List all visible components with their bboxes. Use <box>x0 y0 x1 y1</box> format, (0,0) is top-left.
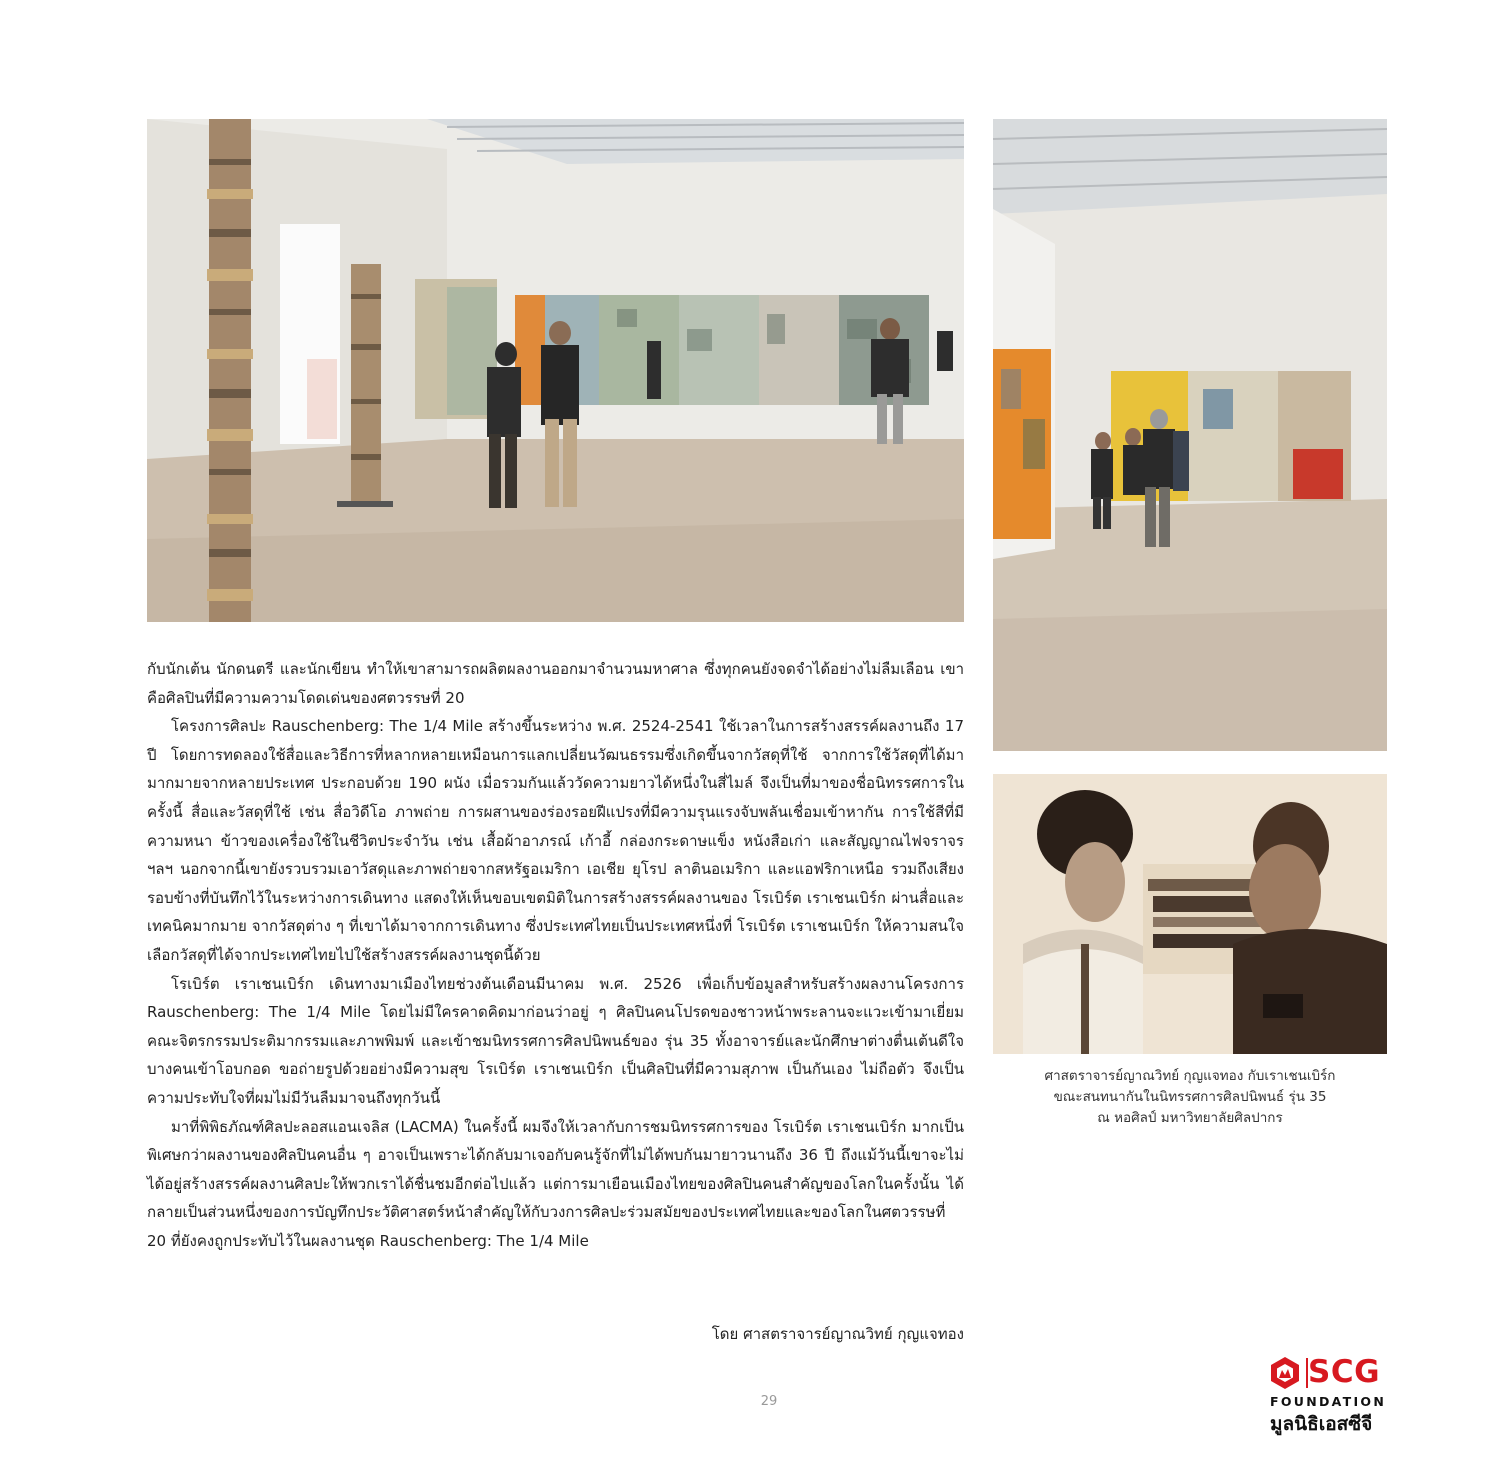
caption-line-3: ณ หอศิลป์ มหาวิทยาลัยศิลปากร <box>1097 1110 1283 1126</box>
archival-photo-artists-conversation <box>993 774 1387 1054</box>
caption-line-1: ศาสตราจารย์ญาณวิทย์ กุญแจทอง กับเราเชนเบิร์ก <box>1044 1068 1336 1084</box>
paragraph-2: โครงการศิลปะ Rauschenberg: The 1/4 Mile สร้างขึ้นระหว่าง พ.ศ. 2524-2541 ใช้เวลาในการสร้างสรรค์ผลงานถึง 17 ปี โดยการทดลองใช้สื่อและวิธีการที่หลากหลายเหมือนการแลกเปลี่ยนวัฒนธรรมซึ่งเกิดขึ้นจากวัสดุที่ใช้ จากการใช้วัสดุที่ได้มามากมายจากหลายประเทศ ประกอบด้วย 190 ผนัง เมื่อรวมกันแล้ววัดความยาวได้หนึ่งในสี่ไมล์ จึงเป็นที่มาของชื่อนิทรรศการในครั้งนี้ สื่อและวัสดุที่ใช้ เช่น สื่อวิดีโอ ภาพถ่าย การผสานของร่องรอยฝีแปรงที่มีความรุนแรงจับพลันเชื่อมเข้าหากัน การใช้สีที่มีความหนา ข้าวของเครื่องใช้ในชีวิตประจำวัน เช่น เสื้อผ้าอาภรณ์ เก้าอี้ กล่องกระดาษแข็ง หนังสือเก่า และสัญญาณไฟจราจร ฯลฯ นอกจากนี้เขายังรวบรวมเอาวัสดุและภาพถ่ายจากสหรัฐอเมริกา เอเชีย ยุโรป ลาตินอเมริกา และแอฟริกาเหนือ รวมถึงเสียงรอบข้างที่บันทึกไว้ในระหว่างการเดินทาง แสดงให้เห็นขอบเขตมิติในการสร้างสรรค์ผลงานของ โรเบิร์ต เราเชนเบิร์ก ผ่านสื่อและเทคนิคมากมาย จากวัสดุต่าง ๆ ที่เขาได้มาจากการเดินทาง ซึ่งประเทศไทยเป็นประเทศหนึ่งที่ โรเบิร์ต เราเชนเบิร์ก ให้ความสนใจเลือกวัสดุที่ได้จากประเทศไทยไปใช้สร้างสรรค์ผลงานชุดนี้ด้วย <box>147 717 964 964</box>
author-byline: โดย ศาสตราจารย์ญาณวิทย์ กุญแจทอง <box>711 1325 964 1343</box>
paragraph-3: โรเบิร์ต เราเชนเบิร์ก เดินทางมาเมืองไทยช่วงต้นเดือนมีนาคม พ.ศ. 2526 เพื่อเก็บข้อมูลสำหรับสร้างผลงานโครงการ Rauschenberg: The 1/4 Mile โดยไม่มีใครคาดคิดมาก่อนว่าอยู่ ๆ ศิลปินคนโปรดของชาวหน้าพระลานจะแวะเข้ามาเยี่ยมคณะจิตรกรรมประติมากรรมและภาพพิมพ์ และเข้าชมนิทรรศการศิลปนิพนธ์ของ รุ่น 35 ทั้งอาจารย์และนักศึกษาต่างตื่นเต้นดีใจ บางคนเข้าโอบกอด ขอถ่ายรูปด้วยอย่างมีความสุข โรเบิร์ต เราเชนเบิร์ก เป็นศิลปินที่มีความสุภาพ เป็นกันเอง ไม่ถือตัว จึงเป็นความประทับใจที่ผมไม่มีวันลืมมาจนถึงทุกวันนี้ <box>147 974 964 1107</box>
paragraph-1: กับนักเต้น นักดนตรี และนักเขียน ทำให้เขาสามารถผลิตผลงานออกมาจำนวนมหาศาล ซึ่งทุกคนยังจดจำได้อย่างไม่ลืมเลือน เขาคือศิลปินที่มีความความโดดเด่นของศตวรรษที่ 20 <box>147 660 964 707</box>
article-body <box>147 655 964 1255</box>
caption-line-2: ขณะสนทนากันในนิทรรศการศิลปนิพนธ์ รุ่น 35 <box>1053 1089 1327 1105</box>
photo-caption <box>993 1066 1387 1129</box>
page-number: 29 <box>760 1394 778 1409</box>
paragraph-4: มาที่พิพิธภัณฑ์ศิลปะลอสแอนเจลิส (LACMA) ในครั้งนี้ ผมจึงให้เวลากับการชมนิทรรศการของ โรเบิร์ต เราเชนเบิร์ก มากเป็นพิเศษกว่าผลงานของศิลปินคนอื่น ๆ อาจเป็นเพราะได้กลับมาเจอกับคนรู้จักที่ไม่ได้พบกันมายาวนานถึง 36 ปี ถึงแม้วันนี้เขาจะไม่ได้อยู่สร้างสรรค์ผลงานศิลปะให้พวกเราได้ชื่นชมอีกต่อไปแล้ว แต่การมาเยือนเมืองไทยของศิลปินคนสำคัญของโลกในครั้งนั้น ได้กลายเป็นส่วนหนึ่งของการบัญทึกประวัติศาสตร์หน้าสำคัญให้กับวงการศิลปะร่วมสมัยของประเทศไทยและของโลกในศตวรรษที่ 20 ที่ยังคงถูกประทับไว้ในผลงานชุด Rauschenberg: The 1/4 Mile <box>147 1117 964 1250</box>
logo-foundation-text: FOUNDATION <box>1270 1394 1387 1409</box>
scg-foundation-logo <box>1268 1356 1392 1440</box>
logo-brand-text: SCG <box>1308 1354 1381 1390</box>
gallery-photo-book-columns <box>147 119 964 622</box>
scg-emblem-icon <box>1268 1356 1302 1390</box>
gallery-photo-painted-wall <box>993 119 1387 751</box>
logo-thai-name: มูลนิธิเอสซีจี <box>1270 1413 1373 1435</box>
